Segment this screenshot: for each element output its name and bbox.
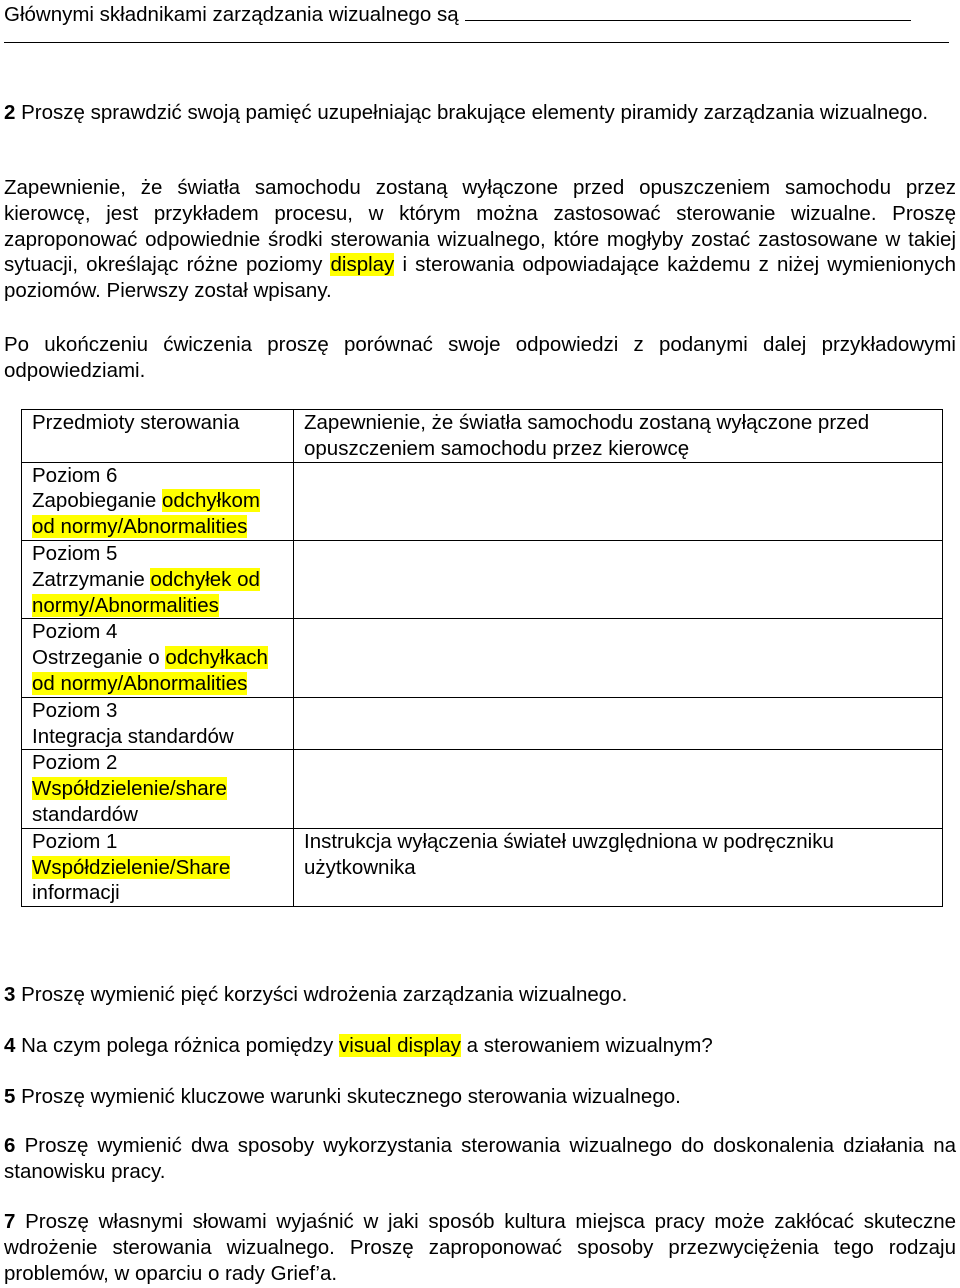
visual-control-levels-table xyxy=(21,409,943,907)
level-cell xyxy=(22,462,294,540)
question-number: 3 xyxy=(4,983,16,1006)
question-4-text-before: Na czym polega różnica pomiędzy xyxy=(21,1034,334,1057)
answer-blank-line[interactable] xyxy=(465,0,911,21)
compare-text: Po ukończeniu ćwiczenia proszę porównać swoje odpowiedzi z podanymi dalej przykładowymi odpowiedziami. xyxy=(4,333,956,382)
header-right-text: Zapewnienie, że światła samochodu zostaną wyłączone przed opuszczeniem samochodu przez kierowcę xyxy=(304,411,870,460)
level-highlight: odchyłkom od normy/Abnormalities xyxy=(32,489,260,539)
answer-cell[interactable] xyxy=(294,540,943,618)
level-desc: Zatrzymanie xyxy=(32,567,145,591)
level-label: Poziom 1 xyxy=(32,829,118,853)
table-row xyxy=(22,697,943,750)
level-cell xyxy=(22,619,294,697)
question-number: 2 xyxy=(4,101,16,124)
intro-text-part1: Zapewnienie, że światła samochodu zostaną wyłączone przed opuszczeniem samochodu przez kierowcę, jest przykładem procesu, w którym można zastosować sterowanie wizualne. Proszę zaproponować odpowiednie środki sterowania wizualnego, które mogłyby zostać zastosowane w takiej sytuacji, określając różne poziomy xyxy=(4,176,956,277)
question-7 xyxy=(4,1209,956,1286)
level-highlight: odchyłek od normy/Abnormalities xyxy=(32,567,260,617)
table-row xyxy=(22,828,943,906)
answer-cell[interactable] xyxy=(294,697,943,750)
question-6-text: Proszę wymienić dwa sposoby wykorzystania sterowania wizualnego do doskonalenia działania na stanowisku pracy. xyxy=(4,1134,957,1183)
level-desc: Zapobieganie xyxy=(32,489,157,513)
question-1 xyxy=(4,0,911,28)
compare-instruction xyxy=(4,332,956,384)
level-desc: Ostrzeganie o xyxy=(32,646,160,670)
level-label: Poziom 3 xyxy=(32,698,118,722)
question-number: 7 xyxy=(4,1210,16,1233)
answer-blank-line-2[interactable] xyxy=(4,42,949,43)
answer-cell[interactable] xyxy=(294,750,943,828)
level-cell xyxy=(22,828,294,906)
level-highlight: Współdzielenie/share xyxy=(32,777,227,801)
header-right-cell xyxy=(294,410,943,463)
level-cell xyxy=(22,540,294,618)
level-label: Poziom 4 xyxy=(32,620,118,644)
table-row xyxy=(22,750,943,828)
question-1-text: Głównymi składnikami zarządzania wizualnego są xyxy=(4,3,459,26)
level-label: Poziom 5 xyxy=(32,541,118,565)
question-2-text: Proszę sprawdzić swoją pamięć uzupełniając brakujące elementy piramidy zarządzania wizualnego. xyxy=(21,101,929,124)
highlighted-term: display xyxy=(330,253,395,277)
question-number: 5 xyxy=(4,1085,16,1108)
level-desc-tail: informacji xyxy=(32,881,120,905)
level-highlight: Współdzielenie/Share xyxy=(32,855,231,879)
question-5-text: Proszę wymienić kluczowe warunki skutecznego sterowania wizualnego. xyxy=(21,1085,681,1108)
question-5 xyxy=(4,1084,956,1110)
answer-cell[interactable] xyxy=(294,462,943,540)
question-number: 6 xyxy=(4,1134,16,1157)
level-desc-tail: standardów xyxy=(32,802,138,826)
level-highlight: odchyłkach od normy/Abnormalities xyxy=(32,646,268,695)
question-2 xyxy=(4,100,956,126)
question-7-text: Proszę własnymi słowami wyjaśnić w jaki sposób kultura miejsca pracy może zakłócać skuteczne wdrożenie sterowania wizualnego. Proszę zaproponować sposoby przezwyciężenia tego rodzaju problemów, w oparciu o rady Grief’a. xyxy=(4,1210,957,1285)
table-row xyxy=(22,462,943,540)
answer-text: Instrukcja wyłączenia świateł uwzględniona w podręczniku użytkownika xyxy=(304,829,834,879)
question-6 xyxy=(4,1133,956,1185)
exercise-intro xyxy=(4,175,956,304)
table-row xyxy=(22,619,943,697)
question-3 xyxy=(4,982,956,1008)
header-left-text: Przedmioty sterowania xyxy=(32,411,240,434)
table-header-row xyxy=(22,410,943,463)
question-number: 4 xyxy=(4,1034,16,1057)
intro-text-part2: i sterowania odpowiadające każdemu z niżej wymienionych poziomów. Pierwszy został wpisany. xyxy=(4,253,957,303)
highlighted-term: visual display xyxy=(339,1034,461,1057)
level-cell xyxy=(22,750,294,828)
table-row xyxy=(22,540,943,618)
answer-cell[interactable] xyxy=(294,828,943,906)
question-3-text: Proszę wymienić pięć korzyści wdrożenia zarządzania wizualnego. xyxy=(21,983,628,1006)
level-desc: Integracja standardów xyxy=(32,724,234,748)
question-4 xyxy=(4,1033,956,1059)
level-cell xyxy=(22,697,294,750)
question-4-text-after: a sterowaniem wizualnym? xyxy=(466,1034,713,1057)
level-label: Poziom 6 xyxy=(32,463,118,487)
answer-cell[interactable] xyxy=(294,619,943,697)
level-label: Poziom 2 xyxy=(32,751,118,775)
header-left-cell xyxy=(22,410,294,463)
